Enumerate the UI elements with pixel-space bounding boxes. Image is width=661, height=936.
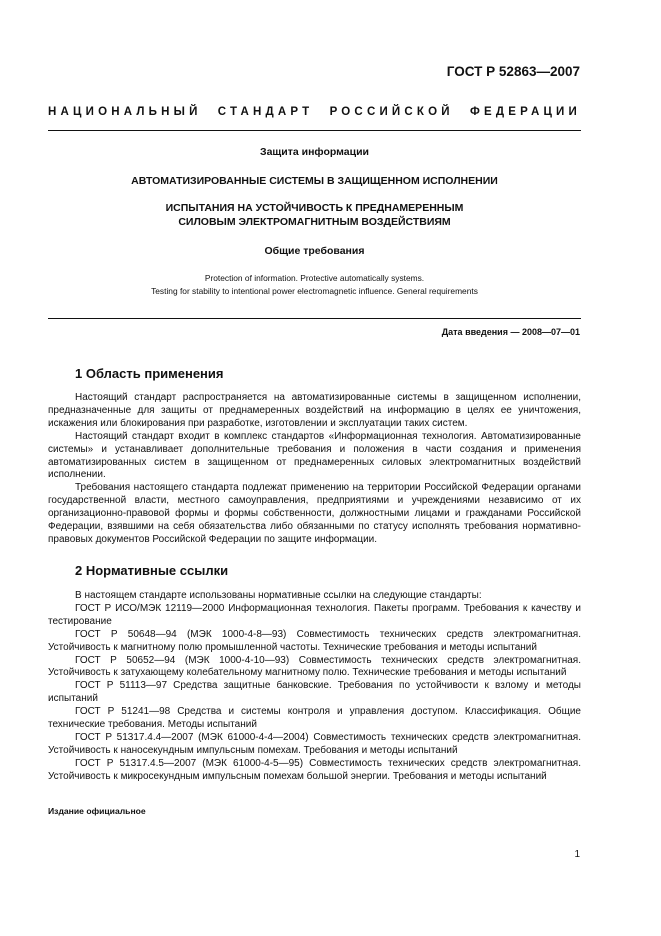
english-title-line1: Protection of information. Protective automatically systems. [204, 273, 425, 283]
section-2-heading: 2 Нормативные ссылки [75, 563, 229, 578]
document-code: ГОСТ Р 52863—2007 [446, 64, 580, 79]
section-1-paragraph: Требования настоящего стандарта подлежат применению на территории Российской Федерации органами государственной власти, местного самоуправления, предприятиями и учреждениями независимо от их организационно-правовой формы и формы собственности, должностными лицами и гражданами Российской Федерации, взявшими на себя обязательства либо обязанными по статусу исполнять требования нормативно-правовых документов Российской Федерации по защите информации. [48, 482, 581, 545]
normative-reference: ГОСТ Р 50648—94 (МЭК 1000-4-8—93) Совместимость технических средств электромагнитная. Устойчивость к магнитному полю промышленной частоты. Технические требования и методы испытаний [48, 628, 581, 653]
normative-reference: ГОСТ Р 51241—98 Средства и системы контроля и управления доступом. Классификация. Общие технические требования. Методы испытаний [48, 706, 581, 731]
general-requirements-title: Общие требования [264, 245, 365, 257]
title-divider [48, 318, 581, 319]
systems-title: АВТОМАТИЗИРОВАННЫЕ СИСТЕМЫ В ЗАЩИЩЕННОМ ИСПОЛНЕНИИ [131, 175, 498, 187]
normative-reference: ГОСТ Р 51317.4.4—2007 (МЭК 61000-4-4—2004) Совместимость технических средств электромагнитная. Устойчивость к наносекундным импульсным помехам. Требования и методы испытаний [48, 731, 581, 756]
official-edition-note: Издание официальное [48, 806, 146, 816]
section-2-body [48, 590, 581, 784]
tests-title-line1: ИСПЫТАНИЯ НА УСТОЙЧИВОСТЬ К ПРЕДНАМЕРЕННЫМ [165, 202, 464, 214]
normative-reference: В настоящем стандарте использованы нормативные ссылки на следующие стандарты: [75, 590, 482, 601]
english-title-line2: Testing for stability to intentional power electromagnetic influence. General requirements [151, 286, 478, 296]
section-1-paragraph: Настоящий стандарт входит в комплекс стандартов «Информационная технология. Автоматизированные системы» и устанавливает дополнительные требования и положения в части создания и применения автоматизированных систем в защищенном от преднамеренных силовых электромагнитных воздействий исполнении. [48, 430, 581, 481]
topic-title: Защита информации [260, 146, 369, 158]
normative-reference: ГОСТ Р 51113—97 Средства защитные банковские. Требования по устойчивости к взлому и методы испытаний [48, 680, 581, 705]
normative-reference: ГОСТ Р ИСО/МЭК 12119—2000 Информационная технология. Пакеты программ. Требования к качеству и тестирование [48, 602, 581, 627]
section-1-paragraph: Настоящий стандарт распространяется на автоматизированные системы в защищенном исполнении, предназначенные для защиты от преднамеренных воздействий на информацию в целях ее уничтожения, искажения или блокирования при разработке, изготовлении и эксплуатации таких систем. [48, 392, 581, 429]
header-divider [48, 130, 581, 131]
normative-reference: ГОСТ Р 51317.4.5—2007 (МЭК 61000-4-5—95) Совместимость технических средств электромагнитная. Устойчивость к микросекундным импульсным помехам большой энергии. Требования и методы испытаний [48, 757, 581, 782]
normative-reference: ГОСТ Р 50652—94 (МЭК 1000-4-10—93) Совместимость технических средств электромагнитная. Устойчивость к затухающему колебательному магнитному полю. Технические требования и методы испытаний [48, 654, 581, 679]
tests-title-line2: СИЛОВЫМ ЭЛЕКТРОМАГНИТНЫМ ВОЗДЕЙСТВИЯМ [178, 216, 451, 228]
introduction-date: Дата введения — 2008—07—01 [441, 327, 580, 337]
section-1-heading: 1 Область применения [75, 366, 224, 381]
national-standard-title: НАЦИОНАЛЬНЫЙ СТАНДАРТ РОССИЙСКОЙ ФЕДЕРАЦИИ [48, 106, 581, 118]
section-1-body [48, 392, 581, 547]
page-number: 1 [574, 849, 580, 860]
